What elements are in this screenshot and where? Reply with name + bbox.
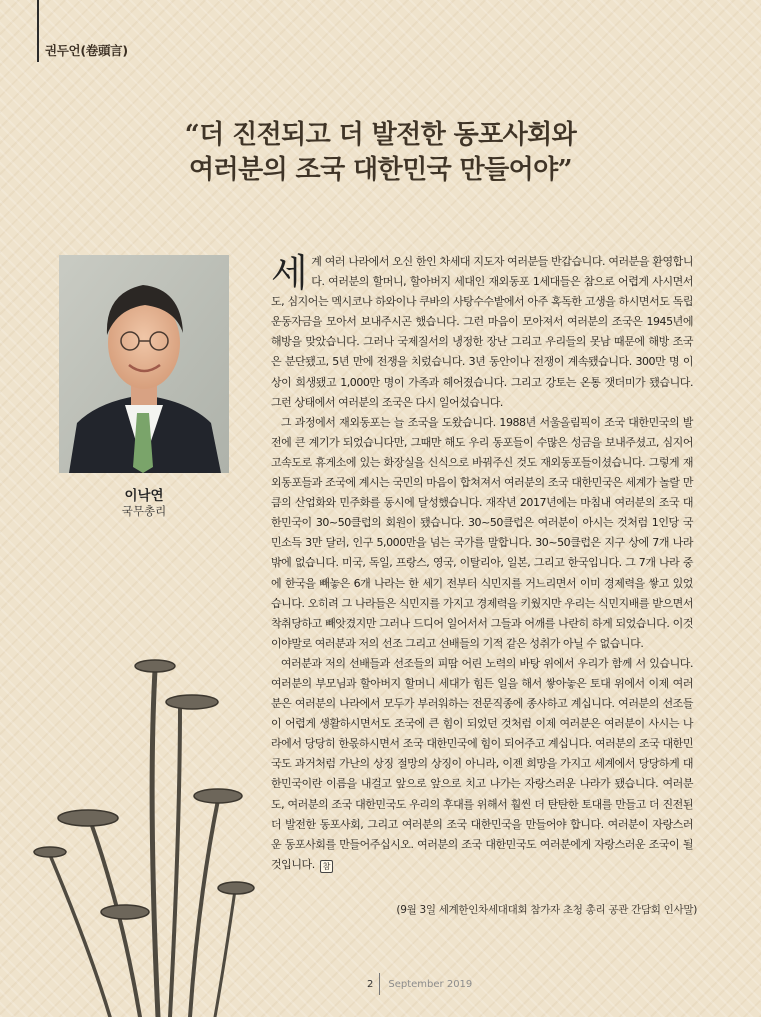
end-mark-icon: 참 xyxy=(320,860,333,873)
person-name: 이낙연 xyxy=(124,488,164,504)
body-paragraph-1 xyxy=(271,252,693,413)
issue-date: September 2019 xyxy=(388,979,473,990)
body-paragraph-3 xyxy=(271,654,693,875)
paragraph-3-text: 여러분과 저의 선배들과 선조들의 피땀 어린 노력의 바탕 위에서 우리가 함께 서 있습니다. 여러분의 부모님과 할아버지 할머니 세대가 힘든 일을 해서 쌓아놓은 토대 위에서 이제 여러분은 여러분의 나라에서 모두가 부러워하는 전문직종에 종사하고 계십니다. 여러분의 선조들이 어렵게 생활하시면서도 조국에 큰 힘이 되었던 것처럼 이제 여러분은 여러분이 사시는 나라에서 당당히 한몫하시면서 조국 대한민국에 힘이 되어주고 계십니다. 여러분의 조국 대한민국도 과거처럼 가난의 상징 절망의 상징이 아니라, 이젠 희망을 가지고 세계에서 당당하게 대한민국이란 이름을 내걸고 앞으로 앞으로 치고 나가는 자랑스러운 나라가 됐습니다. 여러분도, 여러분의 조국 대한민국도 우리의 후대를 위해서 훨씬 더 탄탄한 토대를 만들고 더 진전된 더 발전한 동포사회, 그리고 여러분의 조국 대한민국을 만들어야 합니다. 여러분이 자랑스러운 동포사회를 만들어주십시오. 여러분의 조국 대한민국도 여러분에게 자랑스러운 조국이 될 것입니다. xyxy=(271,656,693,871)
footer-divider xyxy=(379,973,380,995)
title-line-2: 여러분의 조국 대한민국 만들어야” xyxy=(189,155,572,185)
person-title: 국무총리 xyxy=(121,504,167,518)
page-footer xyxy=(367,973,472,995)
source-note: (9월 3일 세계한인차세대대회 참가자 초청 총리 공관 간담회 인사말) xyxy=(396,904,697,916)
header-rule xyxy=(37,0,39,62)
body-paragraph-2: 그 과정에서 재외동포는 늘 조국을 도왔습니다. 1988년 서울올림픽이 조국 대한민국의 발전에 큰 계기가 되었습니다만, 그때만 해도 우리 동포들이 수많은 성금을 보내주셨고, 심지어 고속도로 휴게소에 있는 화장실을 신식으로 바꿔주신 것도 재외동포들이셨습니다. 그렇게 재외동포들과 조국에 계시는 국민의 마음이 합쳐져서 여러분의 조국 대한민국은 세계가 놀랄 만큼의 산업화와 민주화를 동시에 달성했습니다. 재작년 2017년에는 마침내 여러분의 조국 대한민국이 30~50클럽의 회원이 됐습니다. 30~50클럽은 여러분이 아시는 것처럼 1인당 국민소득 3만 달러, 인구 5,000만을 넘는 국가를 말합니다. 30~50클럽은 지구 상에 7개 나라밖에 없습니다. 미국, 독일, 프랑스, 영국, 이탈리아, 일본, 그리고 한국입니다. 그 7개 나라 중에 한국을 빼놓은 6개 나라는 한 세기 전부터 식민지를 거느리면서 이미 경제력을 쌓고 있었습니다. 오히려 그 나라들은 식민지를 가지고 경제력을 키웠지만 우리는 식민지배를 받으면서 착취당하고 빼앗겼지만 그러나 드디어 일어서서 그들과 어깨를 나란히 하게 되었습니다. 이것이야말로 여러분과 저의 선조 그리고 선배들의 기적 같은 성취가 아닐 수 없습니다. xyxy=(271,415,693,650)
page-number: 2 xyxy=(367,979,374,990)
paragraph-1-text: 계 여러 나라에서 오신 한인 차세대 지도자 여러분들 반갑습니다. 여러분을 환영합니다. 여러분의 할머니, 할아버지 세대인 재외동포 1세대들은 참으로 어렵게 사시면서도, 심지어는 멕시코나 하와이나 쿠바의 사탕수수밭에서 아주 혹독한 고생을 하시면서도 독립운동자금을 모아서 보내주시곤 했습니다. 그런 마음이 모아져서 여러분의 조국은 1945년에 해방을 맞았습니다. 그러나 국제질서의 냉정한 장난 그리고 우리들의 못남 때문에 해방 조국은 분단됐고, 5년 만에 전쟁을 치렀습니다. 3년 동안이나 전쟁이 계속됐습니다. 300만 명 이상이 희생됐고 1,000만 명이 가족과 헤어졌습니다. 그리고 강토는 온통 잿더미가 됐습니다. 그런 상태에서 여러분의 조국은 다시 일어섰습니다. xyxy=(271,255,693,409)
article-body xyxy=(271,252,693,875)
portrait-photo xyxy=(59,255,229,473)
section-label: 권두언(卷頭言) xyxy=(45,43,128,58)
article-title xyxy=(0,118,761,188)
drop-cap: 세 xyxy=(271,251,308,295)
decorative-plant-illustration xyxy=(30,650,260,1017)
title-line-1: “더 진전되고 더 발전한 동포사회와 xyxy=(184,120,577,150)
